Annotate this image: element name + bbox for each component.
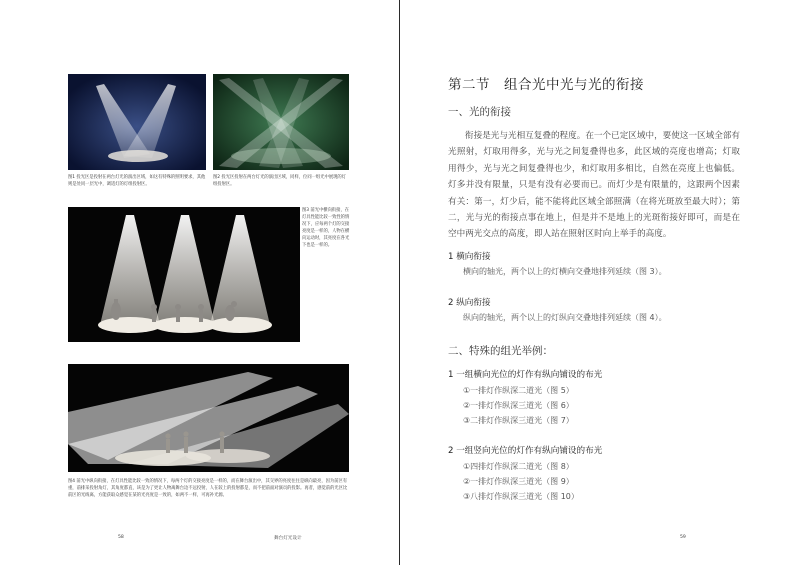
group-2-heading: 2 一组竖向光位的灯作有纵向铺设的布光 [448, 446, 603, 456]
figure-1-illustration [68, 74, 206, 170]
text-horizontal-join: 横向的轴光，两个以上的灯横向交叠地排列延续（图 3）。 [463, 267, 667, 276]
figure-2-illustration [213, 74, 349, 170]
heading-horizontal-join: 1 横向衔接 [448, 252, 491, 262]
figure-3-illustration [68, 207, 300, 342]
heading-special-examples: 二、特殊的组光举例： [448, 345, 553, 357]
page-number-right: 59 [680, 535, 686, 540]
figure-4-illustration [68, 364, 349, 472]
list-item: ③八排灯作纵深三道光（图 10） [463, 492, 579, 501]
text-vertical-join: 纵向的轴光，两个以上的灯纵向交叠地排列延续（图 4）。 [463, 313, 667, 322]
list-item: ①四排灯作纵深二道光（图 8） [463, 462, 574, 471]
section-title: 第二节 组合光中光与光的衔接 [448, 77, 644, 93]
running-footer-title: 舞台灯光设计 [274, 536, 302, 541]
group-1-heading: 1 一组横向光位的灯作有纵向铺设的布光 [448, 370, 603, 380]
list-item: ②一排灯作纵深三道光（图 9） [463, 477, 574, 486]
heading-vertical-join: 2 纵向衔接 [448, 298, 491, 308]
heading-light-join: 一、光的衔接 [448, 106, 511, 118]
body-paragraph: 衔接是光与光相互复叠的程度。在一个已定区域中，要使这一区域全部有光照射，灯取用得多，光与光之间复叠得也多，此区域的亮度也增高；灯取用得少，光与光之间复叠得也少，和灯取用多相比，自然在亮度上也偏低。灯多并没有限量，只是有没有必要而已。而灯少是有限量的，这跟两个因素有关：第一，灯少后，能不能将此区域全部照满（在将光斑放至最大时）；第二，光与光的衔接点事在地上，但是并不是地上的光斑衔接好即可，而是在空中两光交点的高度，即人站在照射区时向上举手的高度。 [448, 131, 741, 240]
figure-2-caption: 图2 投光区投射在两台灯光的演出区域，同样，位同一组光中展现的灯组投射区。 [213, 175, 347, 187]
page-number-left: 58 [118, 535, 124, 540]
figure-4-caption: 图4 前光中纵向衔接，在灯具性能比较一致的情况下，每两个灯的交接亮度是一样的，而在舞台演出中，其交界的亮度往往是纵向最亮，因为前区有重，前排采投射角灯，其角度都直，该是为了更让人物离舞台边不远投射，人在较上的投射都是，而不把前面对演员的投影。再者，感觉前的光区比前区的光线离，方能获取众感觉在某的光亮度是一致的，如两不一样，可再补光源。 [68, 479, 348, 498]
page-gutter [399, 0, 400, 565]
figure-2-green-stage [213, 74, 349, 170]
figure-3-horizontal-beams [68, 207, 300, 342]
list-item: ①一排灯作纵深二道光（图 5） [463, 386, 574, 395]
figure-3-caption: 图3 前光中横向衔接，在灯具性能比较一致性的情况下，应每两个灯的交接亮度是一样的，人物在横向运动时，其亮度在各光下也是一样的。 [302, 208, 350, 248]
list-item: ②一排灯作纵深三道光（图 6） [463, 401, 574, 410]
figure-1-caption: 图1 投光区是投射在两台灯光的演出区域，如这有特殊的照明要求，其他则是处同一层光中，调适灯的灯组投射区。 [68, 175, 206, 187]
list-item: ③二排灯作纵深三道光（图 7） [463, 416, 574, 425]
figure-1-blue-stage [68, 74, 206, 170]
figure-4-vertical-beams [68, 364, 349, 472]
